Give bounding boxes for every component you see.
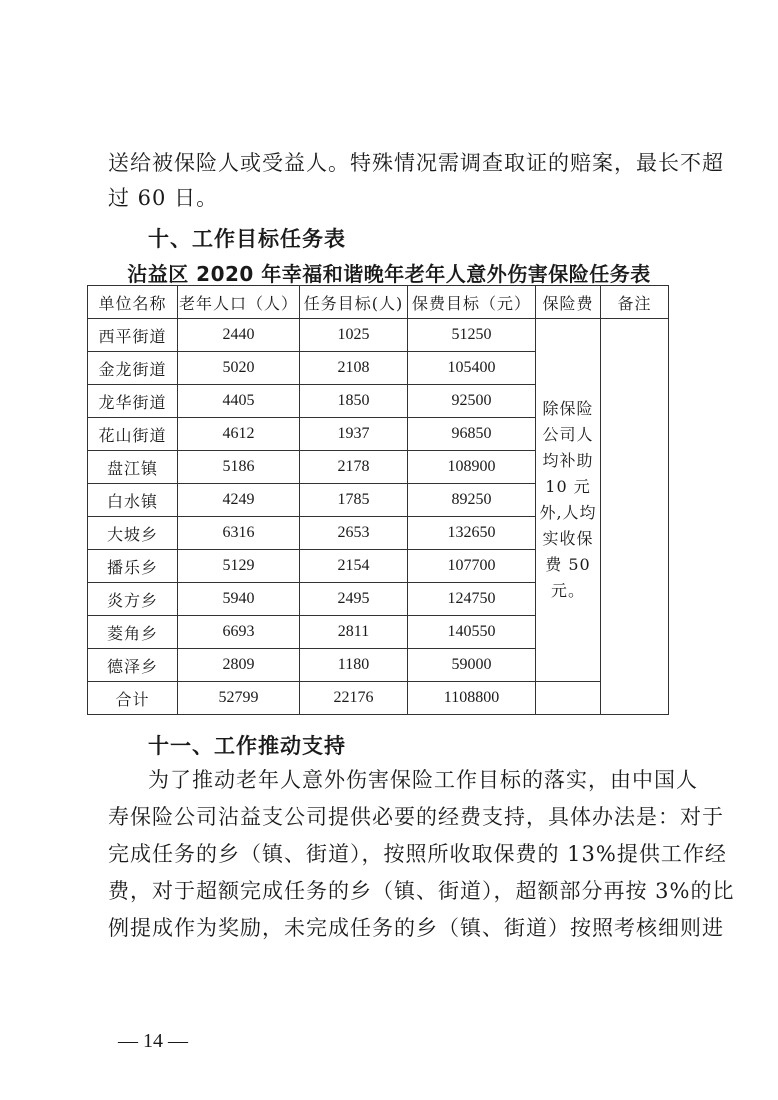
body-line-5: 例提成作为奖励，未完成任务的乡（镇、街道）按照考核细则进 <box>108 916 724 940</box>
fee-note-line: 实收保 <box>542 529 594 548</box>
cell-total-fee <box>536 682 601 715</box>
cell-unit-name: 德泽乡 <box>88 649 178 682</box>
cell-unit-name: 龙华街道 <box>88 385 178 418</box>
header-remarks: 备注 <box>601 286 669 319</box>
cell-population: 5129 <box>178 550 300 583</box>
cell-population: 4612 <box>178 418 300 451</box>
cell-population: 4405 <box>178 385 300 418</box>
table-title: 沾益区 2020 年幸福和谐晚年老年人意外伤害保险任务表 <box>127 262 651 286</box>
cell-premium: 96850 <box>408 418 536 451</box>
cell-target: 2108 <box>300 352 408 385</box>
insurance-task-table <box>87 285 669 715</box>
cell-target: 2178 <box>300 451 408 484</box>
header-premium-target: 保费目标（元） <box>408 286 536 319</box>
header-task-target: 任务目标(人) <box>300 286 408 319</box>
cell-target: 2811 <box>300 616 408 649</box>
cell-premium: 92500 <box>408 385 536 418</box>
cell-population: 4249 <box>178 484 300 517</box>
remarks-cell <box>601 319 669 715</box>
table-header-row <box>88 286 669 319</box>
fee-note-line: 10 元 <box>545 477 591 496</box>
fee-note-line: 公司人 <box>542 425 594 444</box>
cell-unit-name: 大坡乡 <box>88 517 178 550</box>
cell-unit-name: 花山街道 <box>88 418 178 451</box>
cell-unit-name: 西平街道 <box>88 319 178 352</box>
header-elderly-population: 老年人口（人） <box>178 286 300 319</box>
cell-population: 2440 <box>178 319 300 352</box>
cell-population: 5186 <box>178 451 300 484</box>
cell-unit-name: 菱角乡 <box>88 616 178 649</box>
header-unit-name: 单位名称 <box>88 286 178 319</box>
cell-target: 2653 <box>300 517 408 550</box>
intro-line-2: 过 60 日。 <box>108 186 219 210</box>
cell-premium: 59000 <box>408 649 536 682</box>
cell-premium: 140550 <box>408 616 536 649</box>
cell-target: 1785 <box>300 484 408 517</box>
cell-unit-name: 炎方乡 <box>88 583 178 616</box>
cell-total-population: 52799 <box>178 682 300 715</box>
fee-note-line: 费 50 <box>545 555 591 574</box>
fee-note-line: 除保险 <box>542 399 594 418</box>
cell-premium: 108900 <box>408 451 536 484</box>
body-line-2: 寿保险公司沾益支公司提供必要的经费支持，具体办法是：对于 <box>108 805 724 829</box>
cell-target: 1025 <box>300 319 408 352</box>
cell-premium: 124750 <box>408 583 536 616</box>
cell-population: 6316 <box>178 517 300 550</box>
page-number: — 14 — <box>118 1030 188 1052</box>
section-11-heading: 十一、工作推动支持 <box>148 734 346 758</box>
body-line-1: 为了推动老年人意外伤害保险工作目标的落实，由中国人 <box>148 768 698 792</box>
insurance-fee-note <box>536 319 601 682</box>
cell-target: 1180 <box>300 649 408 682</box>
cell-target: 1850 <box>300 385 408 418</box>
cell-unit-name: 盘江镇 <box>88 451 178 484</box>
body-line-4: 费，对于超额完成任务的乡（镇、街道），超额部分再按 3%的比 <box>108 879 735 903</box>
cell-premium: 132650 <box>408 517 536 550</box>
cell-total-target: 22176 <box>300 682 408 715</box>
fee-note-line: 元。 <box>550 581 585 600</box>
cell-premium: 105400 <box>408 352 536 385</box>
cell-target: 1937 <box>300 418 408 451</box>
cell-premium: 51250 <box>408 319 536 352</box>
header-insurance-fee: 保险费 <box>536 286 601 319</box>
body-line-3: 完成任务的乡（镇、街道），按照所收取保费的 13%提供工作经 <box>108 842 727 866</box>
cell-unit-name: 白水镇 <box>88 484 178 517</box>
cell-total-label: 合计 <box>88 682 178 715</box>
cell-target: 2154 <box>300 550 408 583</box>
table-total-row <box>88 682 669 715</box>
fee-note-line: 均补助 <box>542 451 594 470</box>
cell-premium: 107700 <box>408 550 536 583</box>
cell-unit-name: 金龙街道 <box>88 352 178 385</box>
table-row <box>88 319 669 352</box>
fee-note-line: 外,人均 <box>539 503 597 522</box>
section-10-heading: 十、工作目标任务表 <box>148 227 346 251</box>
cell-population: 5940 <box>178 583 300 616</box>
cell-population: 2809 <box>178 649 300 682</box>
intro-line-1: 送给被保险人或受益人。特殊情况需调查取证的赔案，最长不超 <box>108 151 724 175</box>
cell-target: 2495 <box>300 583 408 616</box>
cell-population: 5020 <box>178 352 300 385</box>
cell-population: 6693 <box>178 616 300 649</box>
cell-total-premium: 1108800 <box>408 682 536 715</box>
cell-unit-name: 播乐乡 <box>88 550 178 583</box>
cell-premium: 89250 <box>408 484 536 517</box>
